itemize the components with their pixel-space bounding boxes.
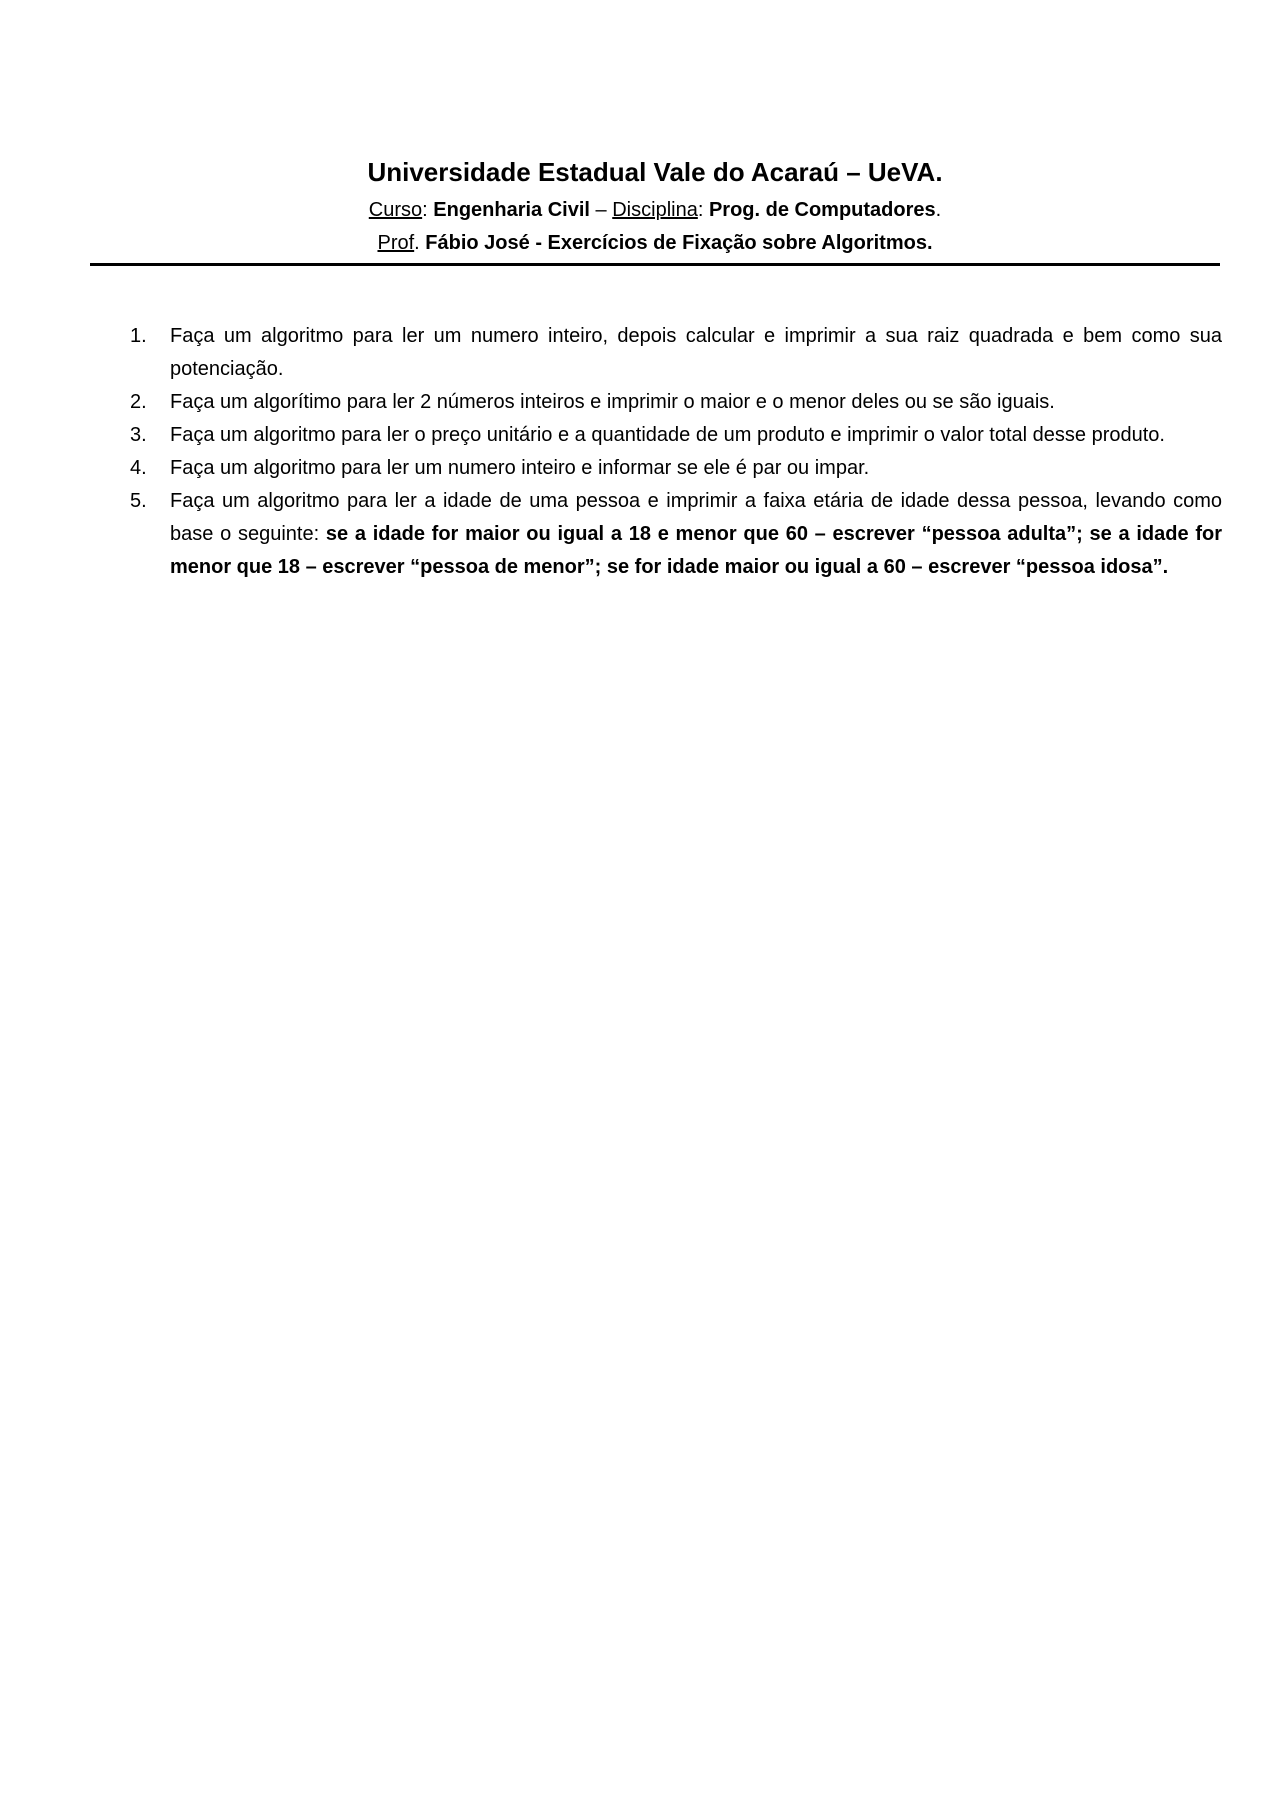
document-header — [90, 150, 1220, 260]
exercise-number: 1. — [130, 325, 147, 347]
dash-separator: – — [589, 199, 613, 221]
exercise-text: Faça um algorítimo para ler 2 números inteiros e imprimir o maior e o menor deles ou se são iguais. — [170, 391, 1055, 413]
exercise-item — [120, 452, 1222, 485]
exercise-bold-text: se a idade for maior ou igual a 18 e menor que 60 – escrever “pessoa adulta”; se a idade for menor que 18 – escrever “pessoa de menor”; se for idade maior ou igual a 60 – escrever “pessoa idosa”. — [170, 523, 1222, 578]
exercise-number: 2. — [130, 391, 147, 413]
exercise-text: Faça um algoritmo para ler a idade de uma pessoa e imprimir a faixa etária de idade dessa pessoa, levando como base o seguinte: — [170, 490, 1222, 545]
course-separator: : — [422, 199, 434, 221]
exercise-number: 4. — [130, 457, 147, 479]
discipline-label: Disciplina — [612, 199, 698, 221]
professor-line — [90, 227, 1220, 260]
exercise-list — [120, 320, 1222, 584]
professor-label: Prof — [377, 232, 415, 254]
exercise-number: 5. — [130, 490, 147, 512]
exercise-text: Faça um algoritmo para ler um numero inteiro, depois calcular e imprimir a sua raiz quadrada e bem como sua potenciação. — [170, 325, 1222, 380]
exercise-item — [120, 419, 1222, 452]
course-label: Curso — [368, 199, 423, 221]
professor-value: Fábio José - Exercícios de Fixação sobre Algoritmos. — [425, 232, 933, 254]
course-value: Engenharia Civil — [433, 199, 590, 221]
course-line — [90, 194, 1220, 227]
header-divider — [90, 263, 1220, 266]
exercise-number: 3. — [130, 424, 147, 446]
exercise-item — [120, 485, 1222, 584]
professor-separator: . — [414, 232, 426, 254]
exercise-text: Faça um algoritmo para ler um numero inteiro e informar se ele é par ou impar. — [170, 457, 870, 479]
discipline-value: Prog. de Computadores — [708, 199, 936, 221]
exercise-text: Faça um algoritmo para ler o preço unitário e a quantidade de um produto e imprimir o valor total desse produto. — [170, 424, 1165, 446]
course-line-end: . — [935, 199, 942, 221]
exercise-item — [120, 386, 1222, 419]
discipline-separator: : — [697, 199, 709, 221]
exercise-item — [120, 320, 1222, 386]
university-title: Universidade Estadual Vale do Acaraú – UeVA. — [367, 157, 943, 187]
